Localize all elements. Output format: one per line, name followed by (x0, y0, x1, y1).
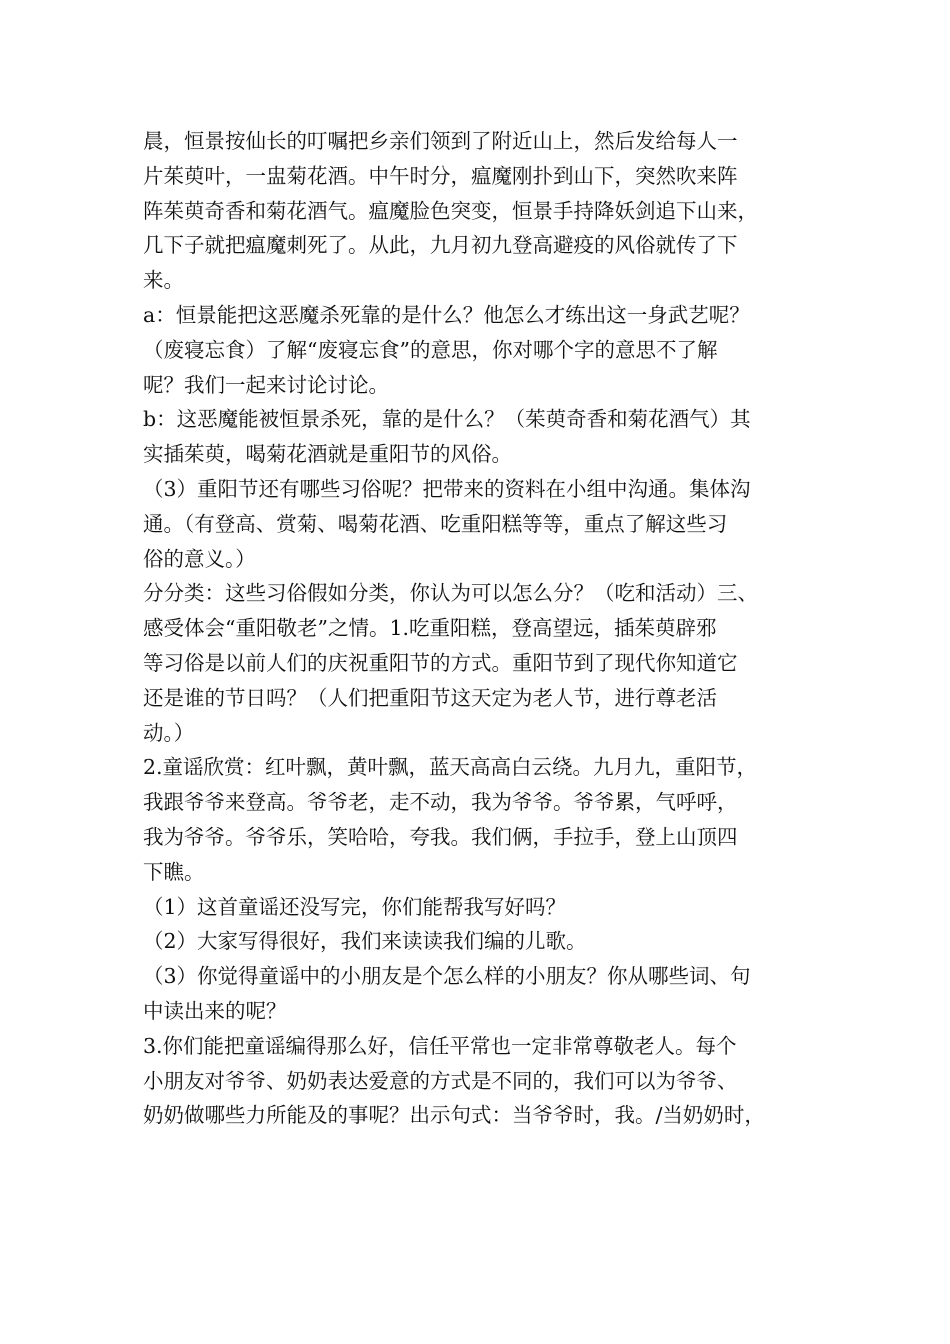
text-line: 奶奶做哪些力所能及的事呢？出示句式：当爷爷时，我。/当奶奶时， (143, 1103, 765, 1128)
text-line: 俗的意义。） (143, 546, 256, 571)
text-line: 等习俗是以前人们的庆祝重阳节的方式。重阳节到了现代你知道它 (143, 650, 738, 675)
text-line: （1）这首童谣还没写完，你们能帮我写好吗？ (143, 894, 567, 919)
text-line: 呢？我们一起来讨论讨论。 (143, 372, 389, 397)
text-line: 几下子就把瘟魔刺死了。从此，九月初九登高避疫的风俗就传了下 (143, 233, 738, 258)
question-a-line: a：恒景能把这恶魔杀死靠的是什么？他怎么才练出这一身武艺呢？ (143, 302, 750, 327)
text-line: 下瞧。 (143, 859, 205, 884)
text-line: 通。（有登高、赏菊、喝菊花酒、吃重阳糕等等，重点了解这些习 (143, 511, 728, 536)
text-line: 动。） (143, 720, 195, 745)
text-line: 我为爷爷。爷爷乐，笑哈哈，夸我。我们俩，手拉手，登上山顶四 (143, 824, 738, 849)
text-line: （2）大家写得很好，我们来读读我们编的儿歌。 (143, 929, 587, 954)
text-line: 中读出来的呢？ (143, 998, 287, 1023)
text-line: （3）重阳节还有哪些习俗呢？把带来的资料在小组中沟通。集体沟 (143, 476, 751, 501)
text-line: 2.童谣欣赏：红叶飘，黄叶飘，蓝天高高白云绕。九月九，重阳节， (143, 755, 758, 780)
text-line: 感受体会“重阳敬老”之情。1.吃重阳糕，登高望远，插茱萸辟邪 (143, 616, 717, 641)
text-line: 来。 (143, 268, 184, 293)
text-line: 分分类：这些习俗假如分类，你认为可以怎么分？（吃和活动）三、 (143, 581, 758, 606)
document-body (143, 124, 823, 1133)
text-line: （废寝忘食）了解“废寝忘食”的意思，你对哪个字的意思不了解 (143, 337, 718, 362)
text-line: 实插茱萸，喝菊花酒就是重阳节的风俗。 (143, 442, 512, 467)
text-line: 片茱萸叶，一盅菊花酒。中午时分，瘟魔刚扑到山下，突然吹来阵 (143, 163, 738, 188)
text-line: 小朋友对爷爷、奶奶表达爱意的方式是不同的，我们可以为爷爷、 (143, 1068, 738, 1093)
text-line: 还是谁的节日吗？（人们把重阳节这天定为老人节，进行尊老活 (143, 685, 717, 710)
text-line: 3.你们能把童谣编得那么好，信任平常也一定非常尊敬老人。每个 (143, 1033, 737, 1058)
text-line: （3）你觉得童谣中的小朋友是个怎么样的小朋友？你从哪些词、句 (143, 964, 751, 989)
text-line: 我跟爷爷来登高。爷爷老，走不动，我为爷爷。爷爷累，气呼呼， (143, 790, 738, 815)
text-line: 晨，恒景按仙长的叮嘱把乡亲们领到了附近山上，然后发给每人一 (143, 129, 738, 153)
question-b-line: b：这恶魔能被恒景杀死，靠的是什么？（茱萸奇香和菊花酒气）其 (143, 407, 751, 432)
text-line: 阵茱萸奇香和菊花酒气。瘟魔脸色突变，恒景手持降妖剑追下山来， (143, 198, 758, 223)
